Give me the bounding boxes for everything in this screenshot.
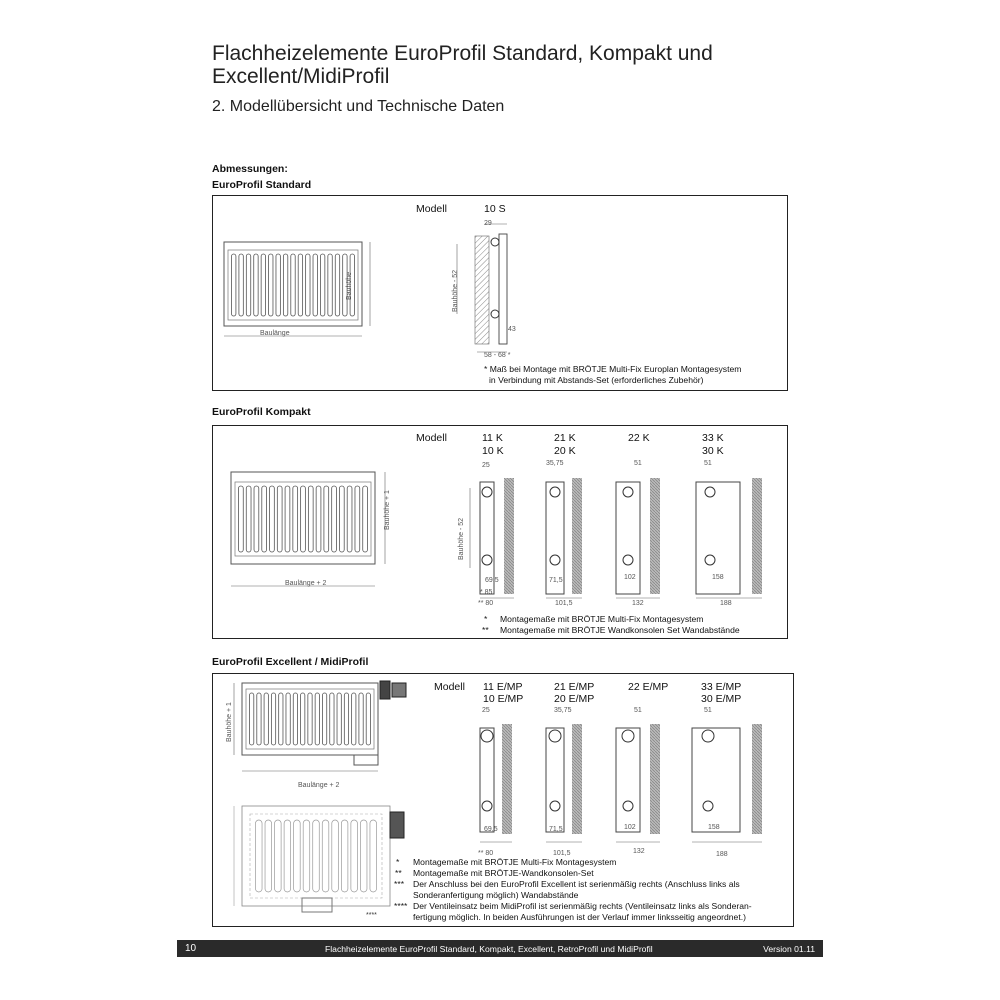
radiator-fin	[286, 693, 290, 745]
radiator-fin	[277, 486, 282, 552]
radiator-fin	[351, 820, 358, 892]
excellent-note-3: Der Anschluss bei den EuroProfil Excellent ist serienmäßig rechts (Anschluss links als	[413, 879, 740, 889]
excellent-stars-label: ****	[366, 912, 377, 919]
radiator-fin	[313, 820, 320, 892]
excellent-model-21e: 21 E/MP	[554, 681, 595, 693]
kompakt-height-label: Bauhöhe + 1	[384, 490, 391, 530]
kompakt-dim-top-1: 25	[482, 462, 490, 469]
radiator-fin	[344, 693, 348, 745]
radiator-fin	[337, 693, 341, 745]
excellent-note-mark-4: ****	[394, 901, 408, 911]
kompakt-model-21k: 21 K	[554, 432, 576, 444]
radiator-fin	[291, 254, 295, 316]
radiator-fin	[328, 254, 332, 316]
kompakt-length-label: Baulänge + 2	[285, 580, 327, 587]
radiator-fin	[239, 254, 243, 316]
radiator-fin	[254, 254, 258, 316]
excellent-note-mark-3: ***	[394, 879, 405, 889]
kompakt-model-20k: 20 K	[554, 445, 576, 457]
kompakt-dim-inner-2: 71,5	[549, 577, 563, 584]
excellent-note-mark-1: *	[396, 857, 400, 867]
radiator-fin	[370, 820, 377, 892]
excellent-dim-top-2: 35,75	[554, 707, 572, 714]
excellent-dim-base-3: 132	[633, 848, 645, 855]
radiator-fin	[262, 486, 267, 552]
radiator-fin	[322, 693, 326, 745]
page-number: 10	[185, 943, 197, 954]
standard-model-10s: 10 S	[484, 203, 506, 215]
excellent-note-3b: Sonderanfertigung möglich) Wandabstände	[413, 890, 579, 900]
excellent-dim-inner-2: 71,5	[549, 826, 563, 833]
kompakt-dim-base-2: 101,5	[555, 600, 573, 607]
excellent-dim-base-2: 101,5	[553, 850, 571, 857]
kompakt-model-33k: 33 K	[702, 432, 724, 444]
radiator-fin	[256, 820, 263, 892]
radiator-fin	[275, 820, 282, 892]
standard-dim-small: 43	[508, 326, 516, 333]
standard-note-1: * Maß bei Montage mit BRÖTJE Multi-Fix Europlan Montagesystem	[484, 364, 742, 374]
standard-note-2: in Verbindung mit Abstands-Set (erforderliches Zubehör)	[489, 375, 704, 385]
radiator-fin	[298, 254, 302, 316]
kompakt-dim-top-4: 51	[704, 460, 712, 467]
radiator-fin	[315, 693, 319, 745]
radiator-fin	[271, 693, 275, 745]
page-title: Flachheizelemente EuroProfil Standard, Kompakt und Excellent/MidiProfil	[212, 42, 713, 88]
radiator-fin	[320, 254, 324, 316]
radiator-fin	[261, 254, 265, 316]
excellent-dim-top-1: 25	[482, 707, 490, 714]
excellent-dim-inner-4: 158	[708, 824, 720, 831]
radiator-fin	[313, 254, 317, 316]
radiator-fin	[284, 820, 291, 892]
kompakt-model-22k: 22 K	[628, 432, 650, 444]
radiator-fin	[250, 693, 254, 745]
standard-heading: EuroProfil Standard	[212, 179, 312, 191]
kompakt-modell-label: Modell	[416, 432, 447, 444]
radiator-fin	[308, 693, 312, 745]
radiator-fin	[332, 486, 337, 552]
kompakt-dim-inner-4: 158	[712, 574, 724, 581]
excellent-dim-inner-1: 69,5	[484, 826, 498, 833]
radiator-fin	[293, 693, 297, 745]
kompakt-dim-85: * 85	[480, 589, 493, 596]
radiator-fin	[322, 820, 329, 892]
radiator-fin	[301, 486, 306, 552]
excellent-dim-base-4: 188	[716, 851, 728, 858]
radiator-fin	[360, 820, 367, 892]
excellent-model-22e: 22 E/MP	[628, 681, 669, 693]
kompakt-front-drawing	[225, 468, 395, 598]
kompakt-note-mark-1: *	[484, 614, 488, 624]
excellent-note-mark-2: **	[395, 868, 402, 878]
radiator-fin	[265, 820, 272, 892]
excellent-heading: EuroProfil Excellent / MidiProfil	[212, 656, 369, 668]
standard-dim-top: 29	[484, 220, 492, 227]
radiator-fin	[306, 254, 310, 316]
radiator-fin	[308, 486, 313, 552]
kompakt-note-2: Montagemaße mit BRÖTJE Wandkonsolen Set Wandabstände	[500, 625, 740, 635]
radiator-fin	[232, 254, 236, 316]
kompakt-dim-top-3: 51	[634, 460, 642, 467]
radiator-fin	[276, 254, 280, 316]
standard-modell-label: Modell	[416, 203, 447, 215]
radiator-fin	[316, 486, 321, 552]
kompakt-note-1: Montagemaße mit BRÖTJE Multi-Fix Montagesystem	[500, 614, 704, 624]
kompakt-side-height-label: Bauhöhe - 52	[458, 517, 465, 560]
kompakt-model-30k: 30 K	[702, 445, 724, 457]
standard-dim-bottom: 58 - 68 *	[484, 352, 511, 359]
radiator-fin	[279, 693, 283, 745]
kompakt-note-mark-2: **	[482, 625, 489, 635]
radiator-fin	[246, 486, 251, 552]
kompakt-heading: EuroProfil Kompakt	[212, 406, 311, 418]
excellent-modell-label: Modell	[434, 681, 465, 693]
page-footer	[177, 940, 823, 957]
excellent-model-20e: 20 E/MP	[554, 693, 595, 705]
radiator-fin	[330, 693, 334, 745]
kompakt-dim-inner-3: 102	[624, 574, 636, 581]
kompakt-model-10k: 10 K	[482, 445, 504, 457]
radiator-fin	[352, 693, 356, 745]
radiator-fin	[324, 486, 329, 552]
excellent-model-10e: 10 E/MP	[483, 693, 524, 705]
radiator-fin	[366, 693, 370, 745]
excellent-note-4b: fertigung möglich. In beiden Ausführungen ist der Verlauf immer linksseitig angeordnet.)	[413, 912, 746, 922]
excellent-model-11e: 11 E/MP	[483, 681, 523, 693]
radiator-fin	[269, 254, 273, 316]
kompakt-side-profiles	[460, 458, 780, 618]
radiator-fin	[303, 820, 310, 892]
radiator-fin	[339, 486, 344, 552]
footer-text: Flachheizelemente EuroProfil Standard, Kompakt, Excellent, RetroProfil und MidiProfil	[325, 943, 653, 954]
excellent-note-2: Montagemaße mit BRÖTJE-Wandkonsolen-Set	[413, 868, 594, 878]
radiator-fin	[293, 486, 298, 552]
dimensions-heading: Abmessungen:	[212, 163, 288, 175]
excellent-dim-80: ** 80	[478, 850, 494, 857]
excellent-dim-top-3: 51	[634, 707, 642, 714]
standard-length-label: Baulänge	[260, 330, 290, 337]
kompakt-dim-80: ** 80	[478, 600, 494, 607]
radiator-fin	[285, 486, 290, 552]
radiator-fin	[332, 820, 339, 892]
standard-height-label: Bauhöhe	[346, 271, 353, 300]
excellent-note-1: Montagemaße mit BRÖTJE Multi-Fix Montagesystem	[413, 857, 617, 867]
excellent-front-drawing	[230, 677, 420, 777]
radiator-fin	[301, 693, 305, 745]
radiator-fin	[355, 486, 360, 552]
radiator-fin	[359, 693, 363, 745]
excellent-dim-inner-3: 102	[624, 824, 636, 831]
page-subtitle: 2. Modellübersicht und Technische Daten	[212, 98, 505, 115]
radiator-fin	[239, 486, 244, 552]
radiator-fin	[246, 254, 250, 316]
radiator-fin	[341, 820, 348, 892]
radiator-fin	[254, 486, 259, 552]
radiator-fin	[294, 820, 301, 892]
excellent-height-label: Bauhöhe + 1	[226, 702, 233, 742]
kompakt-dim-base-4: 188	[720, 600, 732, 607]
radiator-fin	[257, 693, 261, 745]
kompakt-model-11k: 11 K	[482, 432, 503, 444]
radiator-fin	[363, 486, 368, 552]
excellent-model-30e: 30 E/MP	[701, 693, 742, 705]
radiator-fin	[335, 254, 339, 316]
radiator-fin	[347, 486, 352, 552]
excellent-note-4: Der Ventileinsatz beim MidiProfil ist serienmäßig rechts (Ventileinsatz links als Sonderan-	[413, 901, 752, 911]
kompakt-dim-base-3: 132	[632, 600, 644, 607]
excellent-side-profiles	[460, 706, 780, 856]
standard-front-drawing	[218, 238, 388, 348]
radiator-fin	[283, 254, 287, 316]
radiator-fin	[264, 693, 268, 745]
excellent-model-33e: 33 E/MP	[701, 681, 742, 693]
kompakt-dim-inner-1: 69,5	[485, 577, 499, 584]
excellent-length-label: Baulänge + 2	[298, 782, 340, 789]
standard-side-height-label: Bauhöhe - 52	[452, 269, 459, 312]
excellent-dim-top-4: 51	[704, 707, 712, 714]
kompakt-dim-top-2: 35,75	[546, 460, 564, 467]
footer-version: Version 01.11	[763, 943, 815, 954]
radiator-fin	[270, 486, 275, 552]
